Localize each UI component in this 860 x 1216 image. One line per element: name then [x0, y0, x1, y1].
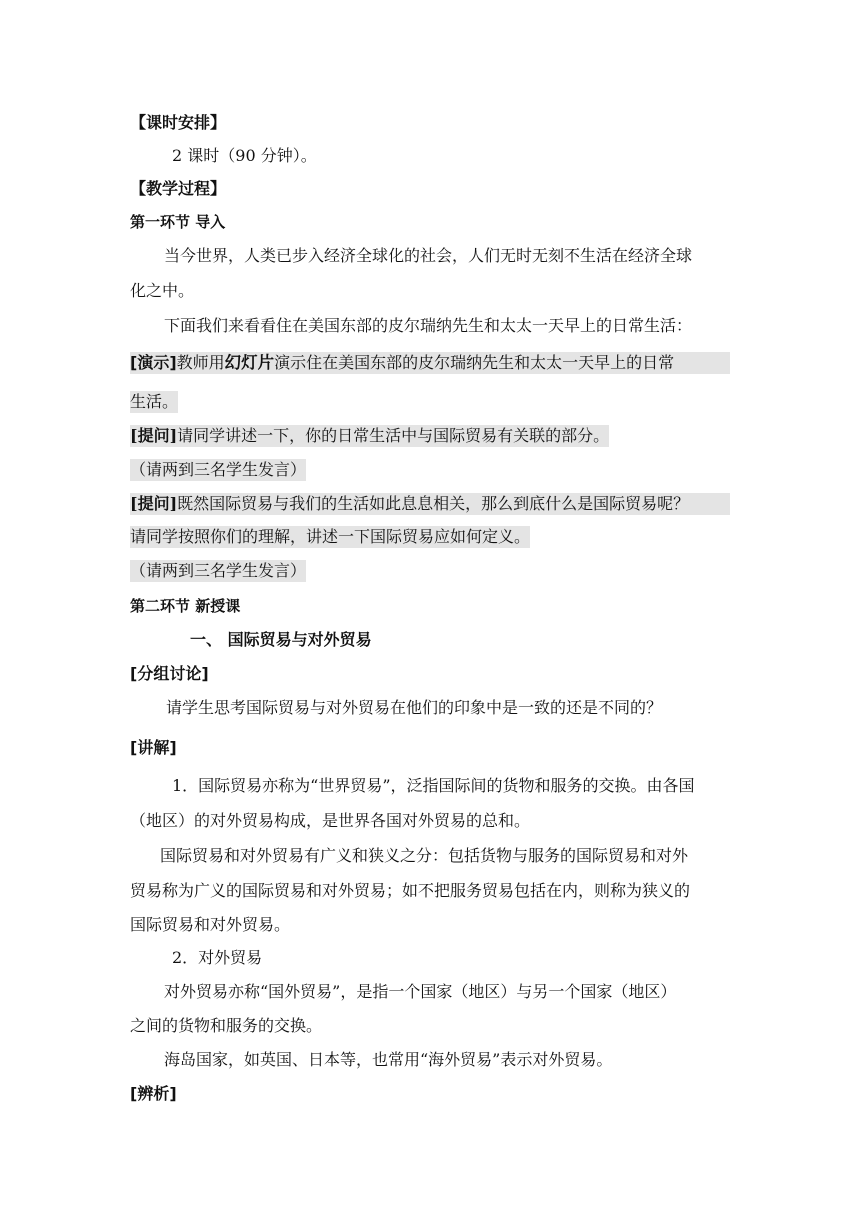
scope-para-line3: 国际贸易和对外贸易。: [130, 915, 291, 934]
demo-tag: [演示]: [130, 353, 177, 372]
demo-text-bold: 幻灯片: [224, 353, 275, 372]
item1-line2: （地区）的对外贸易构成，是世界各国对外贸易的总和。: [130, 811, 531, 830]
question2-line2: 请同学按照你们的理解，讲述一下国际贸易应如何定义。: [130, 527, 531, 546]
analysis-tag: [辨析]: [130, 1084, 177, 1103]
discussion-text: 请学生思考国际贸易与对外贸易在他们的印象中是一致的还是不同的？: [166, 698, 663, 717]
item2-line2: 之间的货物和服务的交换。: [130, 1016, 323, 1035]
schedule-text: 2 课时（90 分钟）。: [172, 146, 317, 165]
scope-para-line2: 贸易称为广义的国际贸易和对外贸易；如不把服务贸易包括在内，则称为狭义的: [130, 881, 691, 900]
stage2-heading: 第二环节 新授课: [130, 597, 241, 615]
question2-line1: [130, 493, 730, 515]
question1-tag: [提问]: [130, 426, 178, 445]
demo-line2: 生活。: [130, 392, 179, 411]
question1-text: 请同学讲述一下，你的日常生活中与国际贸易有关联的部分。: [177, 426, 610, 445]
question1-line: [130, 425, 609, 447]
question2-text: 既然国际贸易与我们的生活如此息息相关，那么到底什么是国际贸易呢？: [177, 494, 690, 513]
demo-text-post: 演示住在美国东部的皮尔瑞纳先生和太太一天早上的日常: [274, 353, 675, 372]
stage2-sub-heading: 一、 国际贸易与对外贸易: [190, 630, 372, 649]
discussion-tag: [分组讨论]: [130, 664, 209, 683]
demo-line1: [130, 352, 730, 374]
item2-line1: 对外贸易亦称“国外贸易”，是指一个国家（地区）与另一个国家（地区）: [164, 982, 677, 1001]
item1-line1: 1．国际贸易亦称为“世界贸易”，泛指国际间的货物和服务的交换。由各国: [172, 776, 695, 795]
note2: （请两到三名学生发言）: [130, 561, 307, 580]
stage1-para2: 下面我们来看看住在美国东部的皮尔瑞纳先生和太太一天早上的日常生活：: [164, 316, 693, 335]
note1: （请两到三名学生发言）: [130, 460, 307, 479]
lecture-tag: [讲解]: [130, 738, 177, 757]
stage1-para1-line2: 化之中。: [130, 281, 195, 300]
process-heading: 【教学过程】: [130, 179, 227, 198]
stage1-para1-line1: 当今世界，人类已步入经济全球化的社会，人们无时无刻不生活在经济全球: [164, 246, 693, 265]
island-text: 海岛国家，如英国、日本等，也常用“海外贸易”表示对外贸易。: [164, 1050, 613, 1069]
question2-tag: [提问]: [130, 494, 178, 513]
demo-text-pre: 教师用: [176, 353, 225, 372]
stage1-heading: 第一环节 导入: [130, 213, 226, 231]
schedule-heading: 【课时安排】: [130, 113, 227, 132]
item2-title: 2．对外贸易: [172, 948, 263, 967]
scope-para-line1: 国际贸易和对外贸易有广义和狭义之分：包括货物与服务的国际贸易和对外: [160, 846, 689, 865]
